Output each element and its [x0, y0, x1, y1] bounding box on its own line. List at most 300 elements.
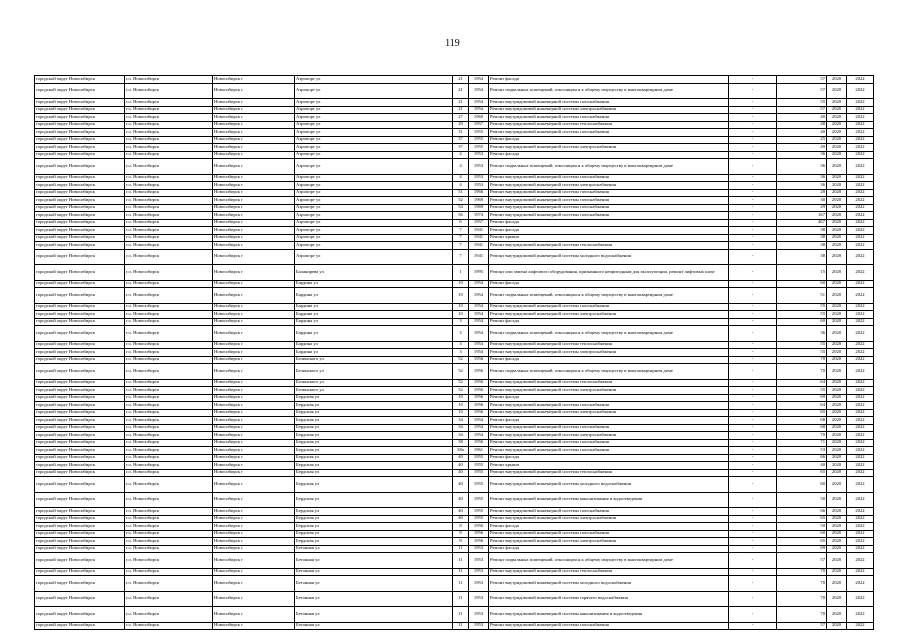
street-cell: Бетонная ул	[295, 622, 453, 630]
period-start-cell: 2020	[827, 530, 847, 538]
district-cell: городской округ Новосибирск	[35, 402, 125, 410]
work-type-cell: Ремонт фасада	[489, 523, 729, 531]
street-cell: Аэропорт ул	[295, 159, 453, 175]
period-end-cell: 2022	[847, 249, 874, 265]
work-type-cell: Ремонт внутридомовой инженерной системы газоснабжения	[489, 424, 729, 432]
street-cell: Бардина ул	[295, 341, 453, 349]
table-row	[35, 356, 874, 364]
city-cell: Новосибирск г	[213, 204, 295, 212]
table-row	[35, 311, 874, 319]
dash-cell: -	[729, 249, 777, 265]
district-cell: городской округ Новосибирск	[35, 197, 125, 205]
build-year-cell: 1941	[469, 249, 489, 265]
build-year-cell: 1953	[469, 151, 489, 159]
work-type-cell: Ремонт подвальных помещений, относящихся к общему имуществу в многоквартирном доме	[489, 364, 729, 380]
build-year-cell: 1941	[469, 227, 489, 235]
city-cell: Новосибирск г	[213, 144, 295, 152]
work-type-cell: Ремонт внутридомовой инженерной системы газоснабжения	[489, 508, 729, 516]
table-row	[35, 234, 874, 242]
street-cell: Бердская ул	[295, 454, 453, 462]
build-year-cell: 1956	[469, 538, 489, 546]
period-start-cell: 2020	[827, 409, 847, 417]
table-row	[35, 136, 874, 144]
dash-cell: -	[729, 106, 777, 114]
street-cell: Бетонная ул	[295, 576, 453, 592]
period-start-cell: 2020	[827, 242, 847, 250]
period-start-cell: 2020	[827, 576, 847, 592]
dash-cell: -	[729, 607, 777, 623]
district-cell: городской округ Новосибирск	[35, 144, 125, 152]
cost-cell: 36	[777, 159, 827, 175]
street-cell: Бердская ул	[295, 417, 453, 425]
period-end-cell: 2022	[847, 106, 874, 114]
dash-cell: -	[729, 538, 777, 546]
build-year-cell: 1955	[469, 136, 489, 144]
period-start-cell: 2020	[827, 129, 847, 137]
period-end-cell: 2022	[847, 129, 874, 137]
municipality-cell: г.о. Новосибирск	[125, 508, 213, 516]
city-cell: Новосибирск г	[213, 174, 295, 182]
municipality-cell: г.о. Новосибирск	[125, 417, 213, 425]
house-number-cell: 7	[453, 227, 469, 235]
period-start-cell: 2020	[827, 341, 847, 349]
dash-cell: -	[729, 387, 777, 395]
street-cell: Балакирева ул	[295, 265, 453, 281]
period-start-cell: 2020	[827, 303, 847, 311]
house-number-cell: 11	[453, 591, 469, 607]
period-end-cell: 2022	[847, 523, 874, 531]
period-end-cell: 2022	[847, 189, 874, 197]
district-cell: городской округ Новосибирск	[35, 439, 125, 447]
cost-cell: 53	[777, 447, 827, 455]
page-number: 119	[445, 38, 460, 49]
work-type-cell: Ремонт фасада	[489, 356, 729, 364]
build-year-cell: 1956	[469, 523, 489, 531]
cost-cell: 70	[777, 591, 827, 607]
city-cell: Новосибирск г	[213, 417, 295, 425]
cost-cell: 69	[777, 394, 827, 402]
street-cell: Бетонная ул	[295, 553, 453, 569]
municipality-cell: г.о. Новосибирск	[125, 477, 213, 493]
street-cell: Бердская ул	[295, 515, 453, 523]
house-number-cell: 29	[453, 121, 469, 129]
dash-cell: -	[729, 136, 777, 144]
table-row	[35, 402, 874, 410]
build-year-cell: 1953	[469, 553, 489, 569]
municipality-cell: г.о. Новосибирск	[125, 568, 213, 576]
period-start-cell: 2020	[827, 568, 847, 576]
build-year-cell: 1954	[469, 349, 489, 357]
house-number-cell: 11	[453, 553, 469, 569]
period-end-cell: 2022	[847, 121, 874, 129]
period-end-cell: 2022	[847, 424, 874, 432]
period-end-cell: 2022	[847, 447, 874, 455]
street-cell: Белинского ул	[295, 364, 453, 380]
period-end-cell: 2022	[847, 454, 874, 462]
table-row	[35, 591, 874, 607]
period-start-cell: 2020	[827, 249, 847, 265]
period-end-cell: 2022	[847, 197, 874, 205]
table-row	[35, 174, 874, 182]
house-number-cell: 10	[453, 409, 469, 417]
municipality-cell: г.о. Новосибирск	[125, 349, 213, 357]
street-cell: Аэропорт ул	[295, 227, 453, 235]
cost-cell: 36	[777, 174, 827, 182]
dash-cell: -	[729, 318, 777, 326]
city-cell: Новосибирск г	[213, 545, 295, 553]
street-cell: Аэропорт ул	[295, 174, 453, 182]
period-end-cell: 2022	[847, 462, 874, 470]
street-cell: Аэропорт ул	[295, 197, 453, 205]
period-start-cell: 2020	[827, 538, 847, 546]
period-start-cell: 2020	[827, 454, 847, 462]
work-type-cell: Ремонт внутридомовой инженерной системы электроснабжения	[489, 311, 729, 319]
work-type-cell: Ремонт внутридомовой инженерной системы электроснабжения	[489, 349, 729, 357]
municipality-cell: г.о. Новосибирск	[125, 454, 213, 462]
city-cell: Новосибирск г	[213, 189, 295, 197]
house-number-cell: 27	[453, 114, 469, 122]
period-end-cell: 2022	[847, 469, 874, 477]
municipality-cell: г.о. Новосибирск	[125, 83, 213, 99]
dash-cell: -	[729, 144, 777, 152]
house-number-cell: 10	[453, 280, 469, 288]
house-number-cell: 21	[453, 99, 469, 107]
dash-cell: -	[729, 591, 777, 607]
period-start-cell: 2020	[827, 424, 847, 432]
work-type-cell: Ремонт подвальных помещений, относящихся к общему имуществу в многоквартирном доме	[489, 159, 729, 175]
period-start-cell: 2020	[827, 432, 847, 440]
period-start-cell: 2020	[827, 106, 847, 114]
house-number-cell: 40	[453, 492, 469, 508]
period-end-cell: 2022	[847, 136, 874, 144]
dash-cell: -	[729, 364, 777, 380]
cost-cell: 30	[777, 197, 827, 205]
period-start-cell: 2020	[827, 462, 847, 470]
street-cell: Бетонная ул	[295, 568, 453, 576]
municipality-cell: г.о. Новосибирск	[125, 189, 213, 197]
dash-cell: -	[729, 265, 777, 281]
table-row	[35, 454, 874, 462]
build-year-cell: 1953	[469, 568, 489, 576]
work-type-cell: Ремонт внутридомовой инженерной системы газоснабжения	[489, 402, 729, 410]
dash-cell: -	[729, 83, 777, 99]
work-type-cell: Ремонт внутридомовой инженерной системы теплоснабжения	[489, 341, 729, 349]
work-type-cell: Ремонт внутридомовой инженерной системы электроснабжения	[489, 144, 729, 152]
cost-cell: 49	[777, 144, 827, 152]
dash-cell: -	[729, 197, 777, 205]
cost-cell: 38	[777, 234, 827, 242]
work-type-cell: Ремонт внутридомовой инженерной системы газоснабжения	[489, 204, 729, 212]
district-cell: городской округ Новосибирск	[35, 622, 125, 630]
table-row	[35, 76, 874, 84]
city-cell: Новосибирск г	[213, 402, 295, 410]
street-cell: Бердская ул	[295, 523, 453, 531]
city-cell: Новосибирск г	[213, 508, 295, 516]
period-end-cell: 2022	[847, 114, 874, 122]
city-cell: Новосибирск г	[213, 591, 295, 607]
district-cell: городской округ Новосибирск	[35, 530, 125, 538]
house-number-cell: 52	[453, 387, 469, 395]
house-number-cell: 7	[453, 242, 469, 250]
build-year-cell: 1953	[469, 576, 489, 592]
period-start-cell: 2020	[827, 326, 847, 342]
build-year-cell: 1954	[469, 106, 489, 114]
table-row	[35, 197, 874, 205]
cost-cell: 64	[777, 402, 827, 410]
cost-cell: 64	[777, 379, 827, 387]
work-type-cell: Ремонт внутридомовой инженерной системы газоснабжения	[489, 99, 729, 107]
district-cell: городской округ Новосибирск	[35, 356, 125, 364]
period-start-cell: 2020	[827, 311, 847, 319]
period-end-cell: 2022	[847, 349, 874, 357]
table-row	[35, 326, 874, 342]
district-cell: городской округ Новосибирск	[35, 99, 125, 107]
municipality-cell: г.о. Новосибирск	[125, 242, 213, 250]
cost-cell: 55	[777, 311, 827, 319]
period-end-cell: 2022	[847, 182, 874, 190]
work-type-cell: Ремонт внутридомовой инженерной системы газоснабжения	[489, 189, 729, 197]
house-number-cell: 4	[453, 182, 469, 190]
dash-cell: -	[729, 311, 777, 319]
city-cell: Новосибирск г	[213, 607, 295, 623]
street-cell: Аэропорт ул	[295, 249, 453, 265]
build-year-cell: 1955	[469, 515, 489, 523]
street-cell: Бардина ул	[295, 288, 453, 304]
build-year-cell: 1957	[469, 219, 489, 227]
cost-cell: 65	[777, 409, 827, 417]
city-cell: Новосибирск г	[213, 447, 295, 455]
work-type-cell: Ремонт фасада	[489, 151, 729, 159]
street-cell: Аэропорт ул	[295, 242, 453, 250]
period-start-cell: 2020	[827, 159, 847, 175]
work-type-cell: Ремонт внутридомовой инженерной системы газоснабжения	[489, 212, 729, 220]
city-cell: Новосибирск г	[213, 303, 295, 311]
period-start-cell: 2020	[827, 318, 847, 326]
cost-cell: 65	[777, 469, 827, 477]
street-cell: Бердская ул	[295, 508, 453, 516]
table-row	[35, 439, 874, 447]
build-year-cell: 1961	[469, 447, 489, 455]
street-cell: Бердская ул	[295, 477, 453, 493]
municipality-cell: г.о. Новосибирск	[125, 432, 213, 440]
house-number-cell: 3	[453, 326, 469, 342]
dash-cell: -	[729, 280, 777, 288]
build-year-cell: 1956	[469, 364, 489, 380]
city-cell: Новосибирск г	[213, 462, 295, 470]
street-cell: Бердская ул	[295, 409, 453, 417]
street-cell: Бердская ул	[295, 402, 453, 410]
street-cell: Бердская ул	[295, 530, 453, 538]
work-type-cell: Ремонт подвальных помещений, относящихся к общему имуществу в многоквартирном доме	[489, 326, 729, 342]
house-number-cell: 40	[453, 462, 469, 470]
period-end-cell: 2022	[847, 387, 874, 395]
district-cell: городской округ Новосибирск	[35, 212, 125, 220]
period-start-cell: 2020	[827, 349, 847, 357]
municipality-cell: г.о. Новосибирск	[125, 249, 213, 265]
municipality-cell: г.о. Новосибирск	[125, 607, 213, 623]
municipality-cell: г.о. Новосибирск	[125, 136, 213, 144]
period-start-cell: 2020	[827, 469, 847, 477]
period-end-cell: 2022	[847, 508, 874, 516]
dash-cell: -	[729, 303, 777, 311]
period-start-cell: 2020	[827, 387, 847, 395]
table-row	[35, 83, 874, 99]
dash-cell: -	[729, 326, 777, 342]
work-type-cell: Ремонт внутридомовой инженерной системы электроснабжения	[489, 538, 729, 546]
dash-cell: -	[729, 622, 777, 630]
cost-cell: 71	[777, 439, 827, 447]
period-end-cell: 2022	[847, 303, 874, 311]
table-row	[35, 159, 874, 175]
city-cell: Новосибирск г	[213, 439, 295, 447]
street-cell: Аэропорт ул	[295, 189, 453, 197]
house-number-cell: 52	[453, 379, 469, 387]
period-start-cell: 2020	[827, 83, 847, 99]
build-year-cell: 1954	[469, 417, 489, 425]
cost-cell: 70	[777, 356, 827, 364]
period-end-cell: 2022	[847, 622, 874, 630]
municipality-cell: г.о. Новосибирск	[125, 129, 213, 137]
cost-cell: 55	[777, 99, 827, 107]
dash-cell: -	[729, 530, 777, 538]
table-row	[35, 622, 874, 630]
period-end-cell: 2022	[847, 394, 874, 402]
municipality-cell: г.о. Новосибирск	[125, 530, 213, 538]
table-row	[35, 462, 874, 470]
city-cell: Новосибирск г	[213, 265, 295, 281]
street-cell: Бардина ул	[295, 280, 453, 288]
city-cell: Новосибирск г	[213, 151, 295, 159]
municipality-cell: г.о. Новосибирск	[125, 591, 213, 607]
build-year-cell: 1955	[469, 129, 489, 137]
cost-cell: 167	[777, 212, 827, 220]
city-cell: Новосибирск г	[213, 515, 295, 523]
municipality-cell: г.о. Новосибирск	[125, 204, 213, 212]
period-end-cell: 2022	[847, 591, 874, 607]
city-cell: Новосибирск г	[213, 288, 295, 304]
dash-cell: -	[729, 568, 777, 576]
period-end-cell: 2022	[847, 538, 874, 546]
house-number-cell: 21	[453, 76, 469, 84]
house-number-cell: 37	[453, 144, 469, 152]
city-cell: Новосибирск г	[213, 234, 295, 242]
work-type-cell: Ремонт фасада	[489, 280, 729, 288]
dash-cell: -	[729, 523, 777, 531]
district-cell: городской округ Новосибирск	[35, 234, 125, 242]
period-start-cell: 2020	[827, 379, 847, 387]
period-start-cell: 2020	[827, 136, 847, 144]
work-type-cell: Ремонт внутридомовой инженерной системы холодного водоснабжения	[489, 576, 729, 592]
house-number-cell: 40	[453, 477, 469, 493]
city-cell: Новосибирск г	[213, 341, 295, 349]
district-cell: городской округ Новосибирск	[35, 432, 125, 440]
district-cell: городской округ Новосибирск	[35, 454, 125, 462]
dash-cell: -	[729, 469, 777, 477]
district-cell: городской округ Новосибирск	[35, 394, 125, 402]
dash-cell: -	[729, 174, 777, 182]
period-end-cell: 2022	[847, 515, 874, 523]
municipality-cell: г.о. Новосибирск	[125, 553, 213, 569]
table-row	[35, 249, 874, 265]
house-number-cell: 52	[453, 197, 469, 205]
dash-cell: -	[729, 462, 777, 470]
period-end-cell: 2022	[847, 83, 874, 99]
build-year-cell: 1956	[469, 409, 489, 417]
municipality-cell: г.о. Новосибирск	[125, 538, 213, 546]
build-year-cell: 1953	[469, 591, 489, 607]
city-cell: Новосибирск г	[213, 568, 295, 576]
district-cell: городской округ Новосибирск	[35, 568, 125, 576]
period-end-cell: 2022	[847, 341, 874, 349]
build-year-cell: 1954	[469, 288, 489, 304]
city-cell: Новосибирск г	[213, 424, 295, 432]
municipality-cell: г.о. Новосибирск	[125, 447, 213, 455]
work-type-cell: Ремонт внутридомовой инженерной системы холодного водоснабжения	[489, 477, 729, 493]
table-row	[35, 607, 874, 623]
municipality-cell: г.о. Новосибирск	[125, 364, 213, 380]
build-year-cell: 1954	[469, 76, 489, 84]
district-cell: городской округ Новосибирск	[35, 545, 125, 553]
period-start-cell: 2020	[827, 204, 847, 212]
cost-cell: 57	[777, 76, 827, 84]
district-cell: городской округ Новосибирск	[35, 303, 125, 311]
period-end-cell: 2022	[847, 212, 874, 220]
period-start-cell: 2020	[827, 189, 847, 197]
house-number-cell: 4	[453, 159, 469, 175]
street-cell: Бердская ул	[295, 394, 453, 402]
cost-cell: 48	[777, 121, 827, 129]
cost-cell: 68	[777, 424, 827, 432]
table-row	[35, 553, 874, 569]
city-cell: Новосибирск г	[213, 227, 295, 235]
street-cell: Белинского ул	[295, 356, 453, 364]
house-number-cell: 34	[453, 424, 469, 432]
street-cell: Аэропорт ул	[295, 76, 453, 84]
dash-cell: -	[729, 356, 777, 364]
municipality-cell: г.о. Новосибирск	[125, 280, 213, 288]
period-end-cell: 2022	[847, 356, 874, 364]
period-start-cell: 2020	[827, 545, 847, 553]
cost-cell: 60	[777, 477, 827, 493]
municipality-cell: г.о. Новосибирск	[125, 402, 213, 410]
district-cell: городской округ Новосибирск	[35, 106, 125, 114]
period-start-cell: 2020	[827, 121, 847, 129]
build-year-cell: 1955	[469, 144, 489, 152]
street-cell: Бердская ул	[295, 424, 453, 432]
cost-cell: 38	[777, 249, 827, 265]
work-type-cell: Ремонт внутридомовой инженерной системы холодного водоснабжения	[489, 249, 729, 265]
table-row	[35, 121, 874, 129]
municipality-cell: г.о. Новосибирск	[125, 341, 213, 349]
period-end-cell: 2022	[847, 204, 874, 212]
district-cell: городской округ Новосибирск	[35, 151, 125, 159]
city-cell: Новосибирск г	[213, 212, 295, 220]
dash-cell: -	[729, 447, 777, 455]
table-row	[35, 523, 874, 531]
work-type-cell: Ремонт внутридомовой инженерной системы газоснабжения	[489, 114, 729, 122]
table-row	[35, 477, 874, 493]
house-number-cell: 52	[453, 356, 469, 364]
house-number-cell: 38	[453, 439, 469, 447]
house-number-cell: 54	[453, 204, 469, 212]
table-row	[35, 576, 874, 592]
city-cell: Новосибирск г	[213, 129, 295, 137]
city-cell: Новосибирск г	[213, 197, 295, 205]
house-number-cell: 11	[453, 568, 469, 576]
house-number-cell: 56	[453, 212, 469, 220]
build-year-cell: 1953	[469, 545, 489, 553]
district-cell: городской округ Новосибирск	[35, 379, 125, 387]
